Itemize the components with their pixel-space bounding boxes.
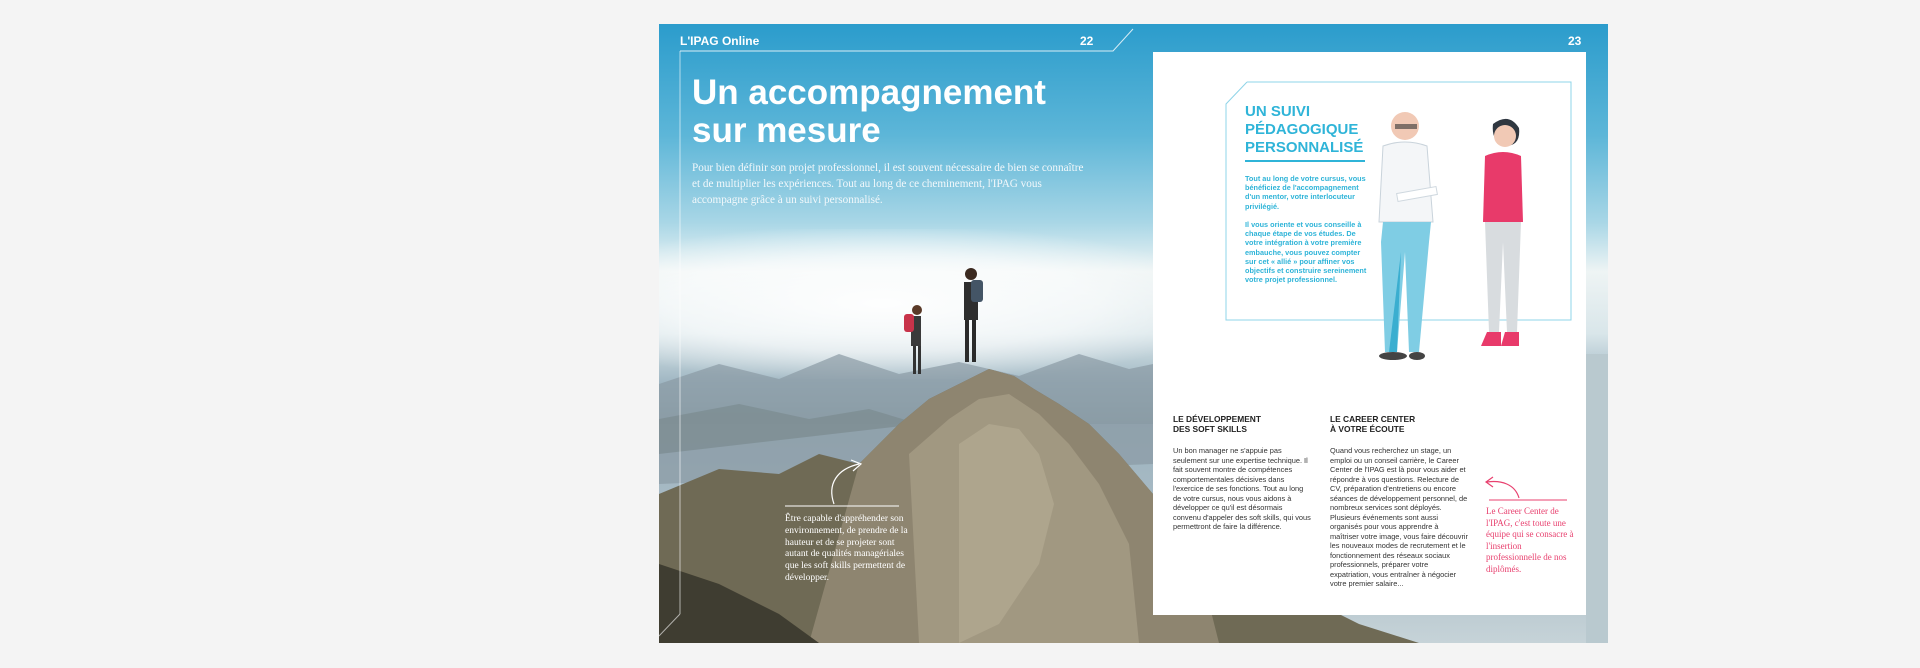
pink-arrow-icon (1481, 472, 1571, 502)
soft-skills-title: LE DÉVELOPPEMENT DES SOFT SKILLS (1173, 414, 1261, 434)
page-number-left: 22 (1080, 34, 1094, 48)
suivi-rule (1245, 160, 1365, 162)
suivi-paragraph-1: Tout au long de votre cursus, vous bénéficiez de l'accompagnement d'un mentor, votre interlocuteur privilégié. (1245, 174, 1366, 211)
right-page (1153, 52, 1586, 615)
page-number-right: 23 (1568, 34, 1582, 48)
intro-paragraph: Pour bien définir son projet professionnel, il est souvent nécessaire de bien se connaître et de multiplier les expériences. Tout au long de ce cheminement, l'IPAG vous accompagne grâce à un suivi personnalisé. (692, 162, 1084, 206)
career-center-note: Le Career Center de l'IPAG, c'est toute une équipe qui se consacre à l'insertion professionnelle de nos diplômés. (1486, 506, 1574, 574)
headline (692, 74, 1112, 150)
mentor-illustration (1353, 102, 1553, 392)
suivi-paragraph-2: Il vous oriente et vous conseille à chaque étape de vos études. De votre intégration à votre première embauche, vous pouvez compter sur cet « allié » pour affiner vos objectifs et construire sereinement votre projet professionnel. (1245, 220, 1367, 285)
photo-caption: Être capable d'appréhender son environnement, de prendre de la hauteur et de se projeter sont autant de qualités managériales que les soft skills permettent de développer. (785, 514, 908, 583)
brand-name: L'IPAG Online (680, 34, 760, 48)
career-center-body: Quand vous recherchez un stage, un emploi ou un conseil carrière, le Career Center de l'IPAG est là pour vous aider et répondre à vos questions. Relecture de CV, préparation d'entretiens ou encore séances de développement personnel, de nombreux services sont déployés. Plusieurs événements sont aussi organisés pour vous apprendre à maîtriser votre image, vous faire découvrir les nouveaux modes de recrutement et le fonctionnement des réseaux sociaux professionnels, préparer votre expatriation, vous entraîner à négocier votre premier salaire... (1330, 446, 1469, 588)
soft-skills-body: Un bon manager ne s'appuie pas seulement sur une expertise technique. Il fait souvent montre de compétences comportementales décisives dans l'exercice de ses fonctions. Tout au long de votre cursus, nous vous aidons à développer ce qu'il est désormais convenu d'appeler des soft skills, qui vous permettront de faire la différence. (1173, 446, 1311, 531)
magazine-spread (659, 24, 1608, 643)
career-center-title: LE CAREER CENTER À VOTRE ÉCOUTE (1330, 414, 1416, 434)
hiker-right (964, 268, 983, 362)
headline-line-1: Un accompagnement (692, 73, 1046, 112)
hiker-left (904, 305, 922, 374)
headline-line-2: sur mesure (692, 111, 881, 150)
suivi-title: UN SUIVI PÉDAGOGIQUE PERSONNALISÉ (1245, 103, 1364, 156)
